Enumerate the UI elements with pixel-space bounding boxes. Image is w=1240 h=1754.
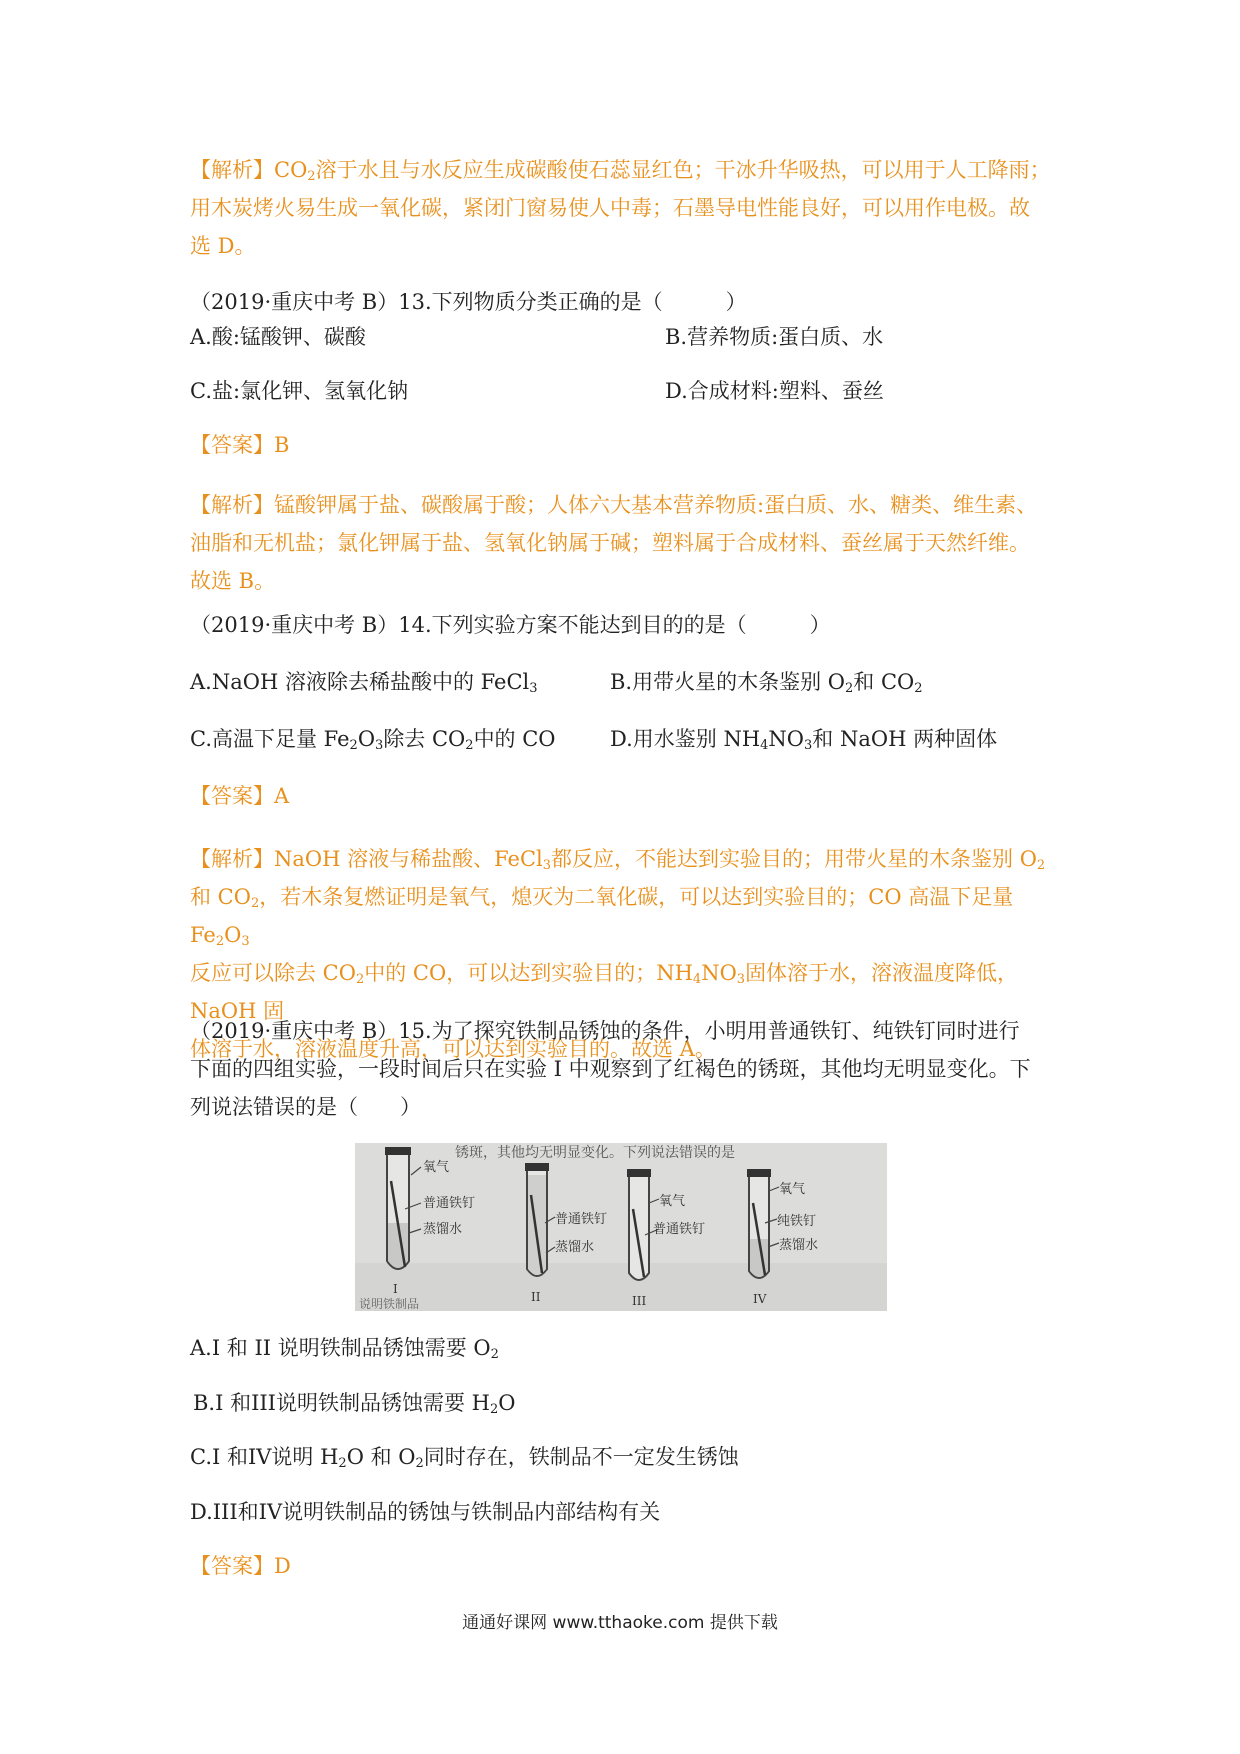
q13-answer: 【答案】B [190, 433, 290, 457]
q13-option-c: C.盐:氯化钾、氢氧化钠 [190, 379, 409, 403]
q14-analysis-line2: 和 $CO_2$，若木条复燃证明是氧气，熄灭为二氧化碳，可以达到实验目的；CO 高温下足量 $Fe_2O_3$ [190, 885, 1014, 949]
q15-option-b: B.I 和III说明铁制品锈蚀需要 $H_2O$ [193, 1391, 516, 1417]
tube1-label-oxygen: 氧气 [423, 1160, 450, 1175]
q13-analysis-line2: 油脂和无机盐；氯化钾属于盐、氢氧化钠属于碱；塑料属于合成材料、蚕丝属于天然纤维。 [190, 531, 1030, 555]
q14-option-c: C.高温下足量 $Fe_2O_3$除去 $CO_2$中的 CO [190, 727, 556, 753]
tube1-label-water: 蒸馏水 [423, 1222, 463, 1237]
q14-stem: （2019·重庆中考 B）14.下列实验方案不能达到目的的是（ ） [190, 613, 831, 637]
tube3-label-oxygen: 氧气 [659, 1194, 686, 1209]
q13-stem: （2019·重庆中考 B）13.下列物质分类正确的是（ ） [190, 290, 747, 314]
footer-site-credit: 通通好课网 www.tthaoke.com 提供下载 [462, 1613, 778, 1633]
q15-stem-line1: （2019·重庆中考 B）15.为了探究铁制品锈蚀的条件，小明用普通铁钉、纯铁钉同时进行 [190, 1019, 1020, 1043]
tube2-label-water: 蒸馏水 [555, 1240, 595, 1255]
q12-analysis [190, 151, 1060, 265]
tube1-label-nail: 普通铁钉 [423, 1196, 476, 1211]
q14-analysis-line3: 反应可以除去 $CO_2$中的 CO，可以达到实验目的；$NH_4NO_3$固体溶于水，溶液温度降低，NaOH 固 [190, 961, 1019, 1023]
tube4-number: IV [753, 1292, 767, 1306]
figure-caption-top: 锈斑，其他均无明显变化。下列说法错误的是 [455, 1145, 735, 1161]
tube3-number: III [632, 1294, 647, 1308]
q15-option-a: A.I 和 II 说明铁制品锈蚀需要 $O_2$ [190, 1336, 499, 1362]
test-tube-figure [355, 1143, 887, 1311]
q14-option-a: A.NaOH 溶液除去稀盐酸中的 FeCl$_3$ [190, 670, 538, 696]
q13-analysis [190, 486, 1060, 600]
q14-answer: 【答案】A [190, 784, 290, 808]
q14-analysis-line1: 【解析】NaOH 溶液与稀盐酸、FeCl$_3$都反应，不能达到实验目的；用带火星的木条鉴别 $O_2$ [190, 847, 1046, 873]
q12-analysis-line1: 【解析】$CO_2$溶于水且与水反应生成碳酸使石蕊显红色；干冰升华吸热，可以用于人工降雨； [190, 158, 1051, 184]
tube4-label-water: 蒸馏水 [779, 1238, 819, 1253]
q13-option-b: B.营养物质:蛋白质、水 [665, 325, 884, 349]
q15-stem [190, 1012, 1060, 1126]
tube3-label-nail: 普通铁钉 [653, 1222, 706, 1237]
q15-stem-line3: 列说法错误的是（ ） [190, 1095, 421, 1119]
q13-analysis-line1: 【解析】锰酸钾属于盐、碳酸属于酸；人体六大基本营养物质:蛋白质、水、糖类、维生素、 [190, 493, 1038, 517]
q13-analysis-line3: 故选 B。 [190, 569, 276, 593]
q15-answer: 【答案】D [190, 1554, 291, 1578]
figure-caption-bottom: 说明铁制品 [359, 1297, 420, 1311]
q15-option-c: C.I 和IV说明 $H_2O$ 和 $O_2$同时存在，铁制品不一定发生锈蚀 [190, 1445, 739, 1471]
q12-analysis-line3: 选 D。 [190, 234, 256, 258]
q13-option-d: D.合成材料:塑料、蚕丝 [665, 379, 884, 403]
tube4-label-oxygen: 氧气 [779, 1182, 806, 1197]
tube4-label-pure-nail: 纯铁钉 [777, 1214, 817, 1229]
tube2-label-nail: 普通铁钉 [555, 1212, 608, 1227]
q13-option-a: A.酸:锰酸钾、碳酸 [190, 325, 366, 349]
q12-analysis-line2: 用木炭烤火易生成一氧化碳，紧闭门窗易使人中毒；石墨导电性能良好，可以用作电极。故 [190, 196, 1030, 220]
q15-option-d: D.III和IV说明铁制品的锈蚀与铁制品内部结构有关 [190, 1500, 661, 1524]
q15-stem-line2: 下面的四组实验，一段时间后只在实验 I 中观察到了红褐色的锈斑，其他均无明显变化。下 [190, 1057, 1031, 1081]
tube2-number: II [531, 1290, 541, 1304]
q14-option-d: D.用水鉴别 $NH_4NO_3$和 NaOH 两种固体 [610, 727, 998, 753]
tube1-number: I [393, 1282, 398, 1296]
q14-option-b: B.用带火星的木条鉴别 $O_2$和 $CO_2$ [610, 670, 923, 696]
q14-analysis-line4: 体溶于水，溶液温度升高，可以达到实验目的。故选 A。 [190, 1037, 716, 1061]
